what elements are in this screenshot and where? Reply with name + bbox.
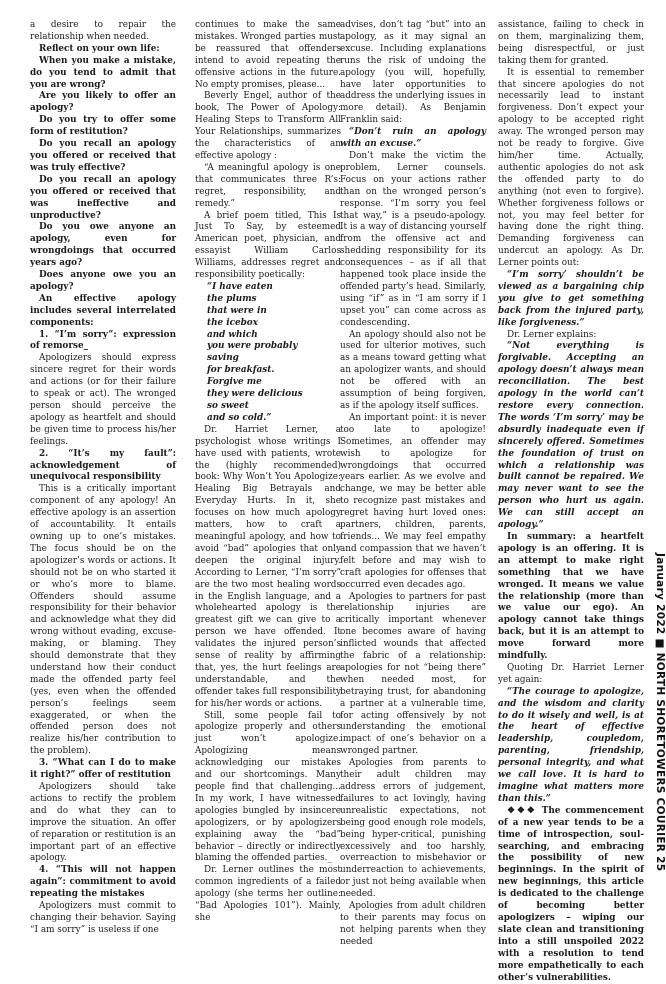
paragraph: ❖❖❖ The commencement of a new year tends to be a time of introspection, soul-searching, and embracing the possibility of new beginnings. In the spirit of new beginnings, this article is dedicated to the challenge of becoming better apologizers – wiping our slate clean and transitioning into a still unspoiled 2022 with a resolution to tend more empathetically to each other’s vulnerabilities. bbox=[498, 805, 644, 983]
paragraph: A brief poem titled, This Is Just To Say, by esteemed American poet, physician, and essayist William Carlos Williams, addresses regret and responsibility poetically: bbox=[195, 210, 341, 281]
article-column-3 bbox=[340, 20, 486, 949]
paragraph: Apologizers must commit to changing their behavior. Saying “I am sorry” is useless if one bbox=[30, 901, 176, 935]
paragraph: “Not everything is forgivable. Accepting an apology doesn’t always mean reconciliation. The best apology in the world can’t restore every connection. The words ‘I’m sorry’ may be absurdly inadequate even if sincerely offered. Sometimes the foundation of trust on which a relationship was built cannot be repaired. We may never want to see the person who hurt us again. We can still accept an apology.” bbox=[498, 341, 644, 531]
paragraph: Apologies from parents to their adult children may address errors of judgement, failures to act lovingly, having unrealistic expectations, not being good enough role models, being hyper-critical, punishing excessively and too harshly, overreaction to misbehavior or underreaction to achievements, or just not being available when needed. bbox=[340, 758, 486, 900]
paragraph: 2. “It’s my fault”: acknowledgement of unequivocal responsibility bbox=[30, 448, 176, 483]
paragraph: Apologizers should express sincere regret for their words and actions (or for their failure to speak or act). The wronged person should perceive the apology as heartfelt and should be given time to process his/her feelings. bbox=[30, 353, 176, 447]
paragraph: In summary: a heartfelt apology is an offering. It is an attempt to make right something that we have wronged. It means we value the relationship (more than we value our ego). An apology cannot take things back, but it is an attempt to move forward more mindfully. bbox=[498, 531, 644, 662]
paragraph: Do you recall an apology you offered or received that was truly effective? bbox=[30, 139, 176, 173]
paragraph: Do you try to offer some form of restitution? bbox=[30, 115, 176, 138]
poem-line: the plums bbox=[207, 293, 257, 304]
paragraph: It is essential to remember that sincere apologies do not necessarily lead to instant forgiveness. Don’t expect your apology to be accepted right away. The wronged person may not be ready to forgive. Give him/her time. Actually, authentic apologies do not ask the offended party to do anything (not even to forgive). Whether forgiveness follows or not, you may feel better for having done the right thing. Demanding forgiveness can undercut an apology. As Dr. Lerner points out: bbox=[498, 67, 644, 269]
poem-line: Forgive me bbox=[207, 377, 262, 388]
poem-block bbox=[195, 282, 341, 425]
article-column-2 bbox=[195, 20, 341, 925]
paragraph: “I’m sorry’ shouldn’t be viewed as a bargaining chip you give to get something back from the injured party, like forgiveness.” bbox=[498, 270, 644, 328]
paragraph: An apology should also not be used for ulterior motives, such as a means toward getting what an apologizer wants, and should not be offered with an assumption of being forgiven, as if the apology itself suffices. bbox=[340, 329, 486, 411]
paragraph: advises, don’t tag “but” into an apology, as it may signal an excuse. Including explanations runs the risk of undoing the apology (you will, hopefully, have later opportunities to address the underlying issues in more detail). As Benjamin Franklin said: bbox=[340, 20, 486, 126]
paragraph: This is a critically important component of any apology! An effective apology is an assertion of accountability. It entails owning up to one’s mistakes. The focus should be on the apologizer’s words or actions. It should not be on who started it or who’s more to blame. Offenders should assume responsibility for their behavior and acknowledge what they did wrong without evading, excuse-making, or blaming. They should demonstrate that they understand how their conduct made the offended party feel (yes, even when the offended person’s feelings seem exaggerated, or when the offended person does not realize his/her contribution to the problem). bbox=[30, 484, 176, 757]
paragraph: assistance, failing to check in on them, marginalizing them, being disrespectful, or just taking them for granted. bbox=[498, 20, 644, 66]
poem-line: the icebox bbox=[207, 317, 258, 328]
paragraph: Apologies to partners for past relationship injuries are critically important whenever one becomes aware of having inflicted wounds that affected the fabric of a relationship: apologies for not “being there” when needed most, for betraying trust, for abandoning a partner at a vulnerable time, for acting offensively by not understanding the emotional impact of one’s behavior on a wronged partner. bbox=[340, 591, 486, 757]
paragraph: Dr. Harriet Lerner, a psychologist whose writings I have used with patients, wrote the (highly recommended) book: Why Won’t You Apologize: Healing Big Betrayals and Everyday Hurts. In it, she focuses on how much apology matters, how to craft a meaningful apology, and how to avoid “bad” apologies that only deepen the original injury. According to Lerner, “I’m sorry” are the two most healing words in the English language, and a wholehearted apology is the greatest gift we can give to a person we have offended. It validates the injured person’s sense of reality by affirming that, yes, the hurt feelings are understandable, and the offender takes full responsibility for his/her words or actions. bbox=[195, 424, 341, 709]
poem-line: that were in bbox=[207, 305, 267, 316]
paragraph: An important point: it is never too late to apologize! Sometimes, an offender may wish to apologize for wrongdoings that occurred years earlier. As we evolve and change, we may be better able to recognize past mistakes and regret having hurt loved ones: partners, children, parents, friends... We may feel empathy and compassion that we haven’t felt before and may wish to craft apologies for offenses that occurred even decades ago. bbox=[340, 412, 486, 590]
footer-text: January 2022 ■ NORTH SHORETOWERS COURIER 25 bbox=[654, 553, 666, 872]
article-column-1 bbox=[30, 20, 176, 937]
paragraph: “The courage to apologize, and the wisdom and clarity to do it wisely and well, is at the heart of effective leadership, coupledom, parenting, friendship, personal integrity, and what we call love. It is hard to imagine what matters more than this.” bbox=[498, 686, 644, 804]
poem-line: and so cold.” bbox=[207, 412, 272, 423]
paragraph: Do you owe anyone an apology, even for wrongdoings that occurred years ago? bbox=[30, 222, 176, 269]
article-column-4 bbox=[498, 20, 644, 984]
paragraph: Dr. Lerner outlines the most common ingredients of a failed apology (she terms her outline: “Bad Apologies 101”). Mainly, she bbox=[195, 865, 341, 923]
paragraph: An effective apology includes several interrelated components: bbox=[30, 293, 176, 328]
paragraph: Don’t make the victim the problem, Lerner counsels. Focus on your actions rather than on the wronged person’s response. “I’m sorry you feel that way,” is a pseudo-apology. It is a way of distancing yourself from the offensive act and shedding responsibility for its consequences – as if all that happened took place inside the offended party’s head. Similarly, using “if” as in “I am sorry if I upset you” can come across as condescending. bbox=[340, 150, 486, 328]
poem-line: saving bbox=[207, 353, 239, 364]
paragraph: “A meaningful apology is one that communicates three R’s: regret, responsibility, and remedy.” bbox=[195, 162, 341, 209]
paragraph: Are you likely to offer an apology? bbox=[30, 91, 176, 114]
paragraph: 4. “This will not happen again”: commitment to avoid repeating the mistakes bbox=[30, 865, 176, 900]
paragraph: Quoting Dr. Harriet Lerner yet again: bbox=[498, 662, 644, 685]
paragraph: 1. “I’m sorry”: expression of remorse_ bbox=[30, 329, 176, 352]
paragraph: Apologies from adult children to their parents may focus on not helping parents when they needed bbox=[340, 901, 486, 947]
paragraph: 3. “What can I do to make it right?” offer of restitution bbox=[30, 758, 176, 781]
paragraph: Do you recall an apology you offered or received that was ineffective and unproductive? bbox=[30, 174, 176, 221]
poem-line: they were delicious bbox=[207, 389, 303, 400]
paragraph: Beverly Engel, author of the book, The Power of Apology: Healing Steps to Transform All Your Relationships, summarizes the characteristics of an effective apology : bbox=[195, 91, 341, 161]
paragraph: Reflect on your own life: bbox=[39, 43, 160, 54]
paragraph: When you make a mistake, do you tend to admit that you are wrong? bbox=[30, 55, 176, 90]
paragraph: Dr. Lerner explains: bbox=[507, 329, 597, 340]
paragraph: Apologizers should take actions to rectify the problem and do what they can to improve the situation. An offer of reparation or restitution is an important part of an effective apology. bbox=[30, 782, 176, 864]
poem-line: and which bbox=[207, 329, 258, 340]
paragraph: Does anyone owe you an apology? bbox=[30, 270, 176, 292]
paragraph: Still, some people fail to apologize properly and others just won’t apologize. Apologizing means acknowledging our mistakes and our shortcomings. Many people find that challenging... In my work, I have witnessed apologies bungled by insincere apologizers, or by apologizers explaining away the “bad” behavior – directly or indirectly blaming the offended parties._ bbox=[195, 710, 341, 864]
poem-line: “I have eaten bbox=[207, 281, 273, 292]
paragraph: a desire to repair the relationship when needed. bbox=[30, 20, 176, 42]
paragraph: continues to make the same mistakes. Wronged parties must be reassured that offenders intend to avoid repeating the offensive actions in the future. No empty promises, please... bbox=[195, 20, 341, 90]
paragraph: “Don’t ruin an apology with an excuse.” bbox=[340, 127, 486, 150]
poem-line: for breakfast. bbox=[207, 365, 275, 376]
page-footer-vertical bbox=[648, 553, 666, 872]
poem-line: you were probably bbox=[207, 341, 298, 352]
poem-line: so sweet bbox=[207, 401, 249, 411]
